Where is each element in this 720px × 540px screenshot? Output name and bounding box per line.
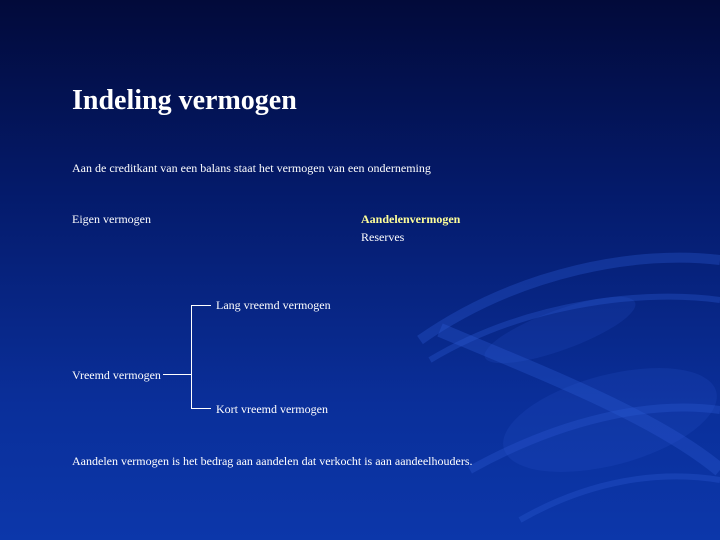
debt-short-term: Kort vreemd vermogen — [216, 402, 328, 416]
footnote-text: Aandelen vermogen is het bedrag aan aandelen dat verkocht is aan aandeelhouders. — [72, 454, 473, 468]
debt-long-term: Lang vreemd vermogen — [216, 298, 331, 312]
slide-title: Indeling vermogen — [72, 85, 297, 116]
equity-item-share-capital: Aandelenvermogen — [361, 212, 461, 226]
equity-label: Eigen vermogen — [72, 212, 151, 226]
intro-text: Aan de creditkant van een balans staat het vermogen van een onderneming — [72, 161, 431, 175]
debt-label: Vreemd vermogen — [72, 368, 161, 382]
equity-item-reserves: Reserves — [361, 230, 405, 244]
